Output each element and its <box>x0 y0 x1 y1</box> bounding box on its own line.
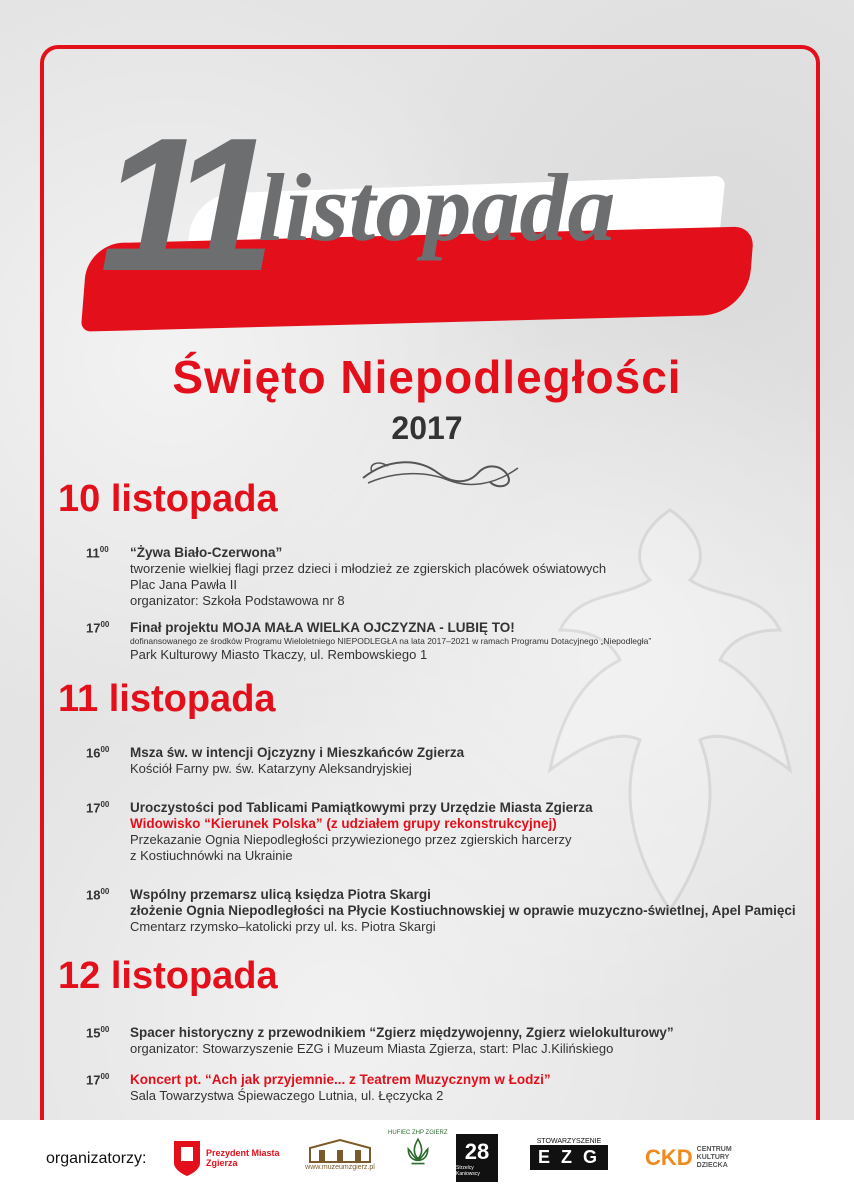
event-line: Uroczystości pod Tablicami Pamiątkowymi przy Urzędzie Miasta Zgierza <box>130 800 593 815</box>
event-line: organizator: Stowarzyszenie EZG i Muzeum Miasta Zgierza, start: Plac J.Kilińskiego <box>130 1041 614 1056</box>
event-line: Sala Towarzystwa Śpiewaczego Lutnia, ul. Łęczycka 2 <box>130 1088 444 1103</box>
event-time-minutes: 00 <box>100 800 110 809</box>
event-time <box>86 800 109 815</box>
event-lines <box>130 800 593 864</box>
event-line: “Żywa Biało-Czerwona” <box>130 545 283 560</box>
event-time <box>86 1025 109 1040</box>
hufiec-logo <box>388 1130 448 1170</box>
event-time <box>86 1072 109 1087</box>
event-time-hour: 17 <box>86 1072 101 1088</box>
city-crest-icon <box>172 1139 202 1177</box>
muzeum-url: www.muzeumzgierz.pl <box>305 1164 375 1171</box>
event-time-hour: 17 <box>86 800 101 816</box>
ezg-text: E Z G <box>530 1145 608 1170</box>
ezg-logo <box>530 1138 608 1178</box>
strzelcy-logo <box>456 1134 498 1182</box>
event-lines <box>130 545 606 609</box>
prezydent-text: Prezydent Miasta Zgierza <box>206 1148 280 1168</box>
ezg-top-text: STOWARZYSZENIE <box>536 1138 602 1145</box>
event-line: Msza św. w intencji Ojczyzny i Mieszkańców Zgierza <box>130 745 465 760</box>
strzelcy-text: Strzelcy Kaniowscy <box>456 1165 480 1177</box>
event-line: Park Kulturowy Miasto Tkaczy, ul. Rembowskiego 1 <box>130 647 428 662</box>
event-time-hour: 17 <box>86 620 101 636</box>
museum-building-icon <box>305 1138 375 1164</box>
event-time <box>86 745 109 760</box>
event-time-hour: 11 <box>86 545 100 561</box>
event-line: Plac Jana Pawła II <box>130 577 237 592</box>
day-heading: 12 listopada <box>58 955 278 997</box>
muzeum-logo <box>305 1138 375 1178</box>
day-heading: 11 listopada <box>58 678 276 720</box>
strzelcy-number: 28 <box>464 1139 490 1164</box>
event-line: Kościół Farny pw. św. Katarzyny Aleksandryjskiej <box>130 761 412 776</box>
hufiec-text: HUFIEC ZHP ZGIERZ <box>388 1130 448 1136</box>
header-number: 11 <box>100 99 254 311</box>
day-heading: 10 listopada <box>58 478 278 520</box>
event-lines <box>130 1025 674 1057</box>
event-lines <box>130 1072 551 1104</box>
event-time-minutes: 00 <box>100 887 110 896</box>
event-lines <box>130 887 796 935</box>
ckd-mark: CKD <box>645 1145 693 1170</box>
year: 2017 <box>391 410 463 446</box>
event-line: Koncert pt. “Ach jak przyjemnie... z Teatrem Muzycznym w Łodzi” <box>130 1072 551 1087</box>
event-line: Finał projektu MOJA MAŁA WIELKA OJCZYZNA - LUBIĘ TO! <box>130 620 515 635</box>
event-lines <box>130 620 651 663</box>
event-line: dofinansowanego ze środków Programu Wieloletniego NIEPODLEGŁA na lata 2017–2021 w ramach Programu Dotacyjnego „Niepodległa” <box>130 636 652 646</box>
event-time-minutes: 00 <box>99 545 109 554</box>
prezydent-logo <box>172 1138 286 1178</box>
event-line: Przekazanie Ognia Niepodległości przywiezionego przez zgierskich harcerzy <box>130 832 572 847</box>
event-time-minutes: 00 <box>100 745 110 754</box>
event-time <box>86 887 109 902</box>
ckd-logo <box>645 1138 747 1178</box>
event-time-hour: 15 <box>86 1025 101 1041</box>
event-line: organizator: Szkoła Podstawowa nr 8 <box>130 593 345 608</box>
event-line: Cmentarz rzymsko–katolicki przy ul. ks. Piotra Skargi <box>130 919 436 934</box>
event-time <box>86 545 109 560</box>
event-time <box>86 620 109 635</box>
ornament-flourish-icon <box>358 448 523 493</box>
scout-lily-icon <box>398 1136 438 1170</box>
event-line: Wspólny przemarsz ulicą księdza Piotra Skargi <box>130 887 431 902</box>
event-line: Spacer historyczny z przewodnikiem “Zgierz międzywojenny, Zgierz wielokulturowy” <box>130 1025 674 1040</box>
event-line: złożenie Ognia Niepodległości na Płycie Kostiuchnowskiej w oprawie muzyczno-świetlnej, Apel Pamięci <box>130 903 796 918</box>
event-time-minutes: 00 <box>100 1025 110 1034</box>
organizers-label: organizatorzy: <box>46 1150 147 1167</box>
footer <box>0 1120 854 1200</box>
event-line: z Kostiuchnówki na Ukrainie <box>130 848 293 863</box>
event-lines <box>130 745 464 777</box>
event-time-minutes: 00 <box>100 1072 110 1081</box>
event-time-minutes: 00 <box>100 620 110 629</box>
event-time-hour: 16 <box>86 745 101 761</box>
page-subtitle: Święto Niepodległości <box>172 351 682 403</box>
ckd-text: CENTRUM KULTURY DZIECKA <box>696 1146 732 1169</box>
event-line: tworzenie wielkiej flagi przez dzieci i młodzież ze zgierskich placówek oświatowych <box>130 561 607 576</box>
event-line: Widowisko “Kierunek Polska” (z udziałem grupy rekonstrukcyjnej) <box>130 816 557 831</box>
event-time-hour: 18 <box>86 887 101 903</box>
header-month: listopada <box>258 154 616 261</box>
